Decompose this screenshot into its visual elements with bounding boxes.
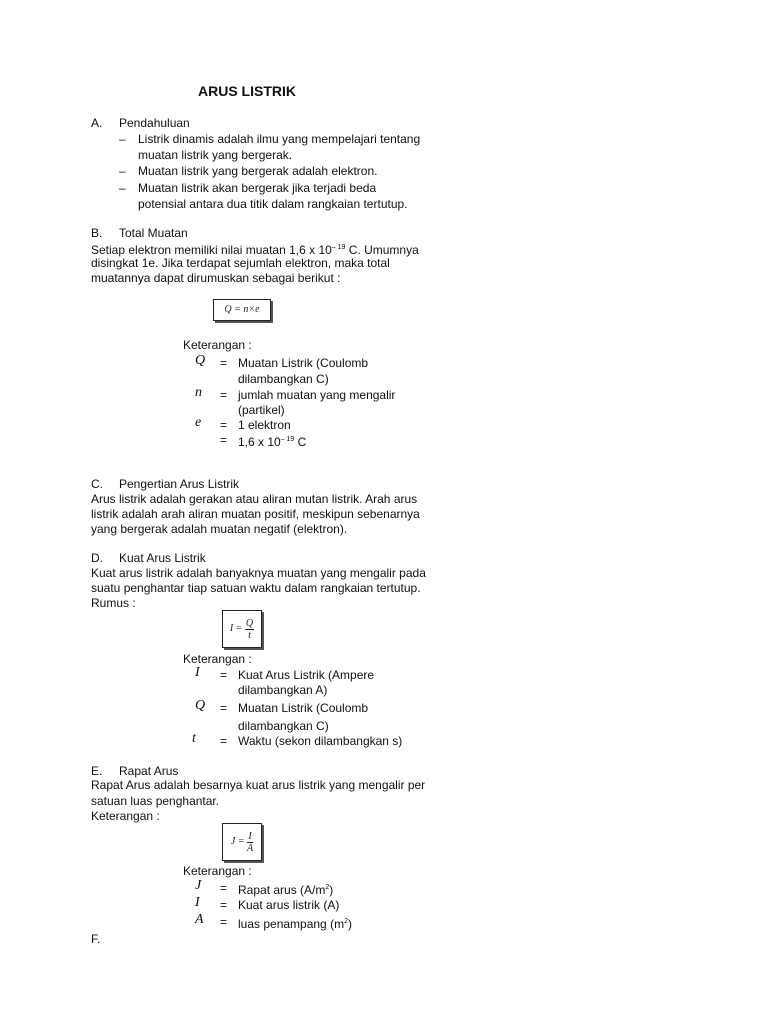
bullet-text: potensial antara dua titik dalam rangkaian tertutup. <box>138 197 408 211</box>
section-b-heading: Total Muatan <box>119 226 188 240</box>
section-a-letter: A. <box>91 116 103 130</box>
legend-text: jumlah muatan yang mengalir <box>238 388 396 402</box>
paragraph-line: satuan luas penghantar. <box>91 794 220 808</box>
paragraph-line: Keterangan : <box>91 809 160 823</box>
symbol-e: e <box>195 415 202 430</box>
legend-text: dilambangkan A) <box>238 683 328 697</box>
page-title: ARUS LISTRIK <box>198 83 296 99</box>
formula-lhs: I = <box>229 623 243 634</box>
legend-label: Keterangan : <box>183 338 252 352</box>
formula-fraction: $\frac{Q}{t}$ <box>245 617 254 641</box>
section-c-letter: C. <box>91 477 103 491</box>
equals-sign: = <box>220 356 228 370</box>
legend-text: Kuat Arus Listrik (Ampere <box>238 668 375 682</box>
legend-text: Kuat arus listrik (A) <box>238 898 340 912</box>
legend-text: Rapat arus $(A/m^2)$ <box>238 883 334 897</box>
paragraph-line: suatu penghantar tiap satuan waktu dalam rangkaian tertutup. <box>91 581 421 595</box>
section-d-heading: Kuat Arus Listrik <box>119 551 206 565</box>
current-density-formula <box>222 823 262 861</box>
symbol-n: n <box>195 385 202 400</box>
legend-text: (partikel) <box>238 403 285 417</box>
legend-text: dilambangkan C) <box>238 719 329 733</box>
legend-text: 1,6 x $10^{- 19}$ C <box>238 435 307 449</box>
section-f-letter: F. <box>91 932 101 946</box>
section-a-heading: Pendahuluan <box>119 116 190 130</box>
bullet-text: Muatan listrik akan bergerak jika terjadi beda <box>138 181 377 195</box>
legend-text: dilambangkan C) <box>238 372 329 386</box>
equals-sign: = <box>220 433 228 447</box>
paragraph-line: Rapat Arus adalah besarnya kuat arus listrik yang mengalir per <box>91 778 426 792</box>
bullet-marker: – <box>119 164 126 178</box>
paragraph-line: Arus listrik adalah gerakan atau aliran mutan listrik. Arah arus <box>91 492 418 506</box>
section-d-letter: D. <box>91 551 103 565</box>
paragraph-line: listrik adalah arah aliran muatan positif, meskipun sebenarnya <box>91 507 420 521</box>
paragraph-line: yang bergerak adalah muatan negatif (elektron). <box>91 522 348 536</box>
symbol-t: t <box>192 731 196 746</box>
paragraph-line: Setiap elektron memiliki nilai muatan 1,6 x $10^{- 19}$ C. Umumnya <box>91 243 419 257</box>
section-c-heading: Pengertian Arus Listrik <box>119 477 240 491</box>
equals-sign: = <box>220 668 228 682</box>
bullet-marker: – <box>119 132 126 146</box>
symbol-a: A <box>195 912 204 927</box>
symbol-q: Q <box>195 698 206 713</box>
legend-text: Muatan Listrik (Coulomb <box>238 356 369 370</box>
legend-label: Keterangan : <box>183 652 252 666</box>
paragraph-line: Rumus : <box>91 596 136 610</box>
paragraph-line: muatannya dapat dirumuskan sebagai berikut : <box>91 271 341 285</box>
charge-formula: Q = n×e <box>213 299 271 321</box>
paragraph-line: Kuat arus listrik adalah banyaknya muatan yang mengalir pada <box>91 566 426 580</box>
section-e-heading: Rapat Arus <box>119 764 179 778</box>
formula-lhs: J = <box>230 836 245 847</box>
equals-sign: = <box>220 388 228 402</box>
legend-text: luas penampang $(m^2)$ <box>238 917 352 931</box>
bullet-text: Listrik dinamis adalah ilmu yang mempelajari tentang <box>138 132 421 146</box>
formula-fraction: $\frac{I}{A}$ <box>247 830 254 854</box>
symbol-i: I <box>195 895 200 910</box>
equals-sign: = <box>220 881 228 895</box>
legend-text: Waktu (sekon dilambangkan s) <box>238 734 403 748</box>
section-b-letter: B. <box>91 226 103 240</box>
symbol-j: J <box>195 878 202 893</box>
bullet-marker: – <box>119 181 126 195</box>
paragraph-line: disingkat 1e. Jika terdapat sejumlah elektron, maka total <box>91 256 390 270</box>
equals-sign: = <box>220 418 228 432</box>
symbol-i: I <box>195 665 200 680</box>
legend-text: Muatan Listrik (Coulomb <box>238 701 369 715</box>
equals-sign: = <box>220 915 228 929</box>
equals-sign: = <box>220 734 228 748</box>
bullet-text: Muatan listrik yang bergerak adalah elektron. <box>138 164 378 178</box>
legend-text: 1 elektron <box>238 418 291 432</box>
current-formula <box>222 610 262 648</box>
bullet-text: muatan listrik yang bergerak. <box>138 148 293 162</box>
equals-sign: = <box>220 701 228 715</box>
equals-sign: = <box>220 898 228 912</box>
symbol-q: Q <box>195 353 206 368</box>
legend-label: Keterangan : <box>183 864 252 878</box>
section-e-letter: E. <box>91 764 103 778</box>
